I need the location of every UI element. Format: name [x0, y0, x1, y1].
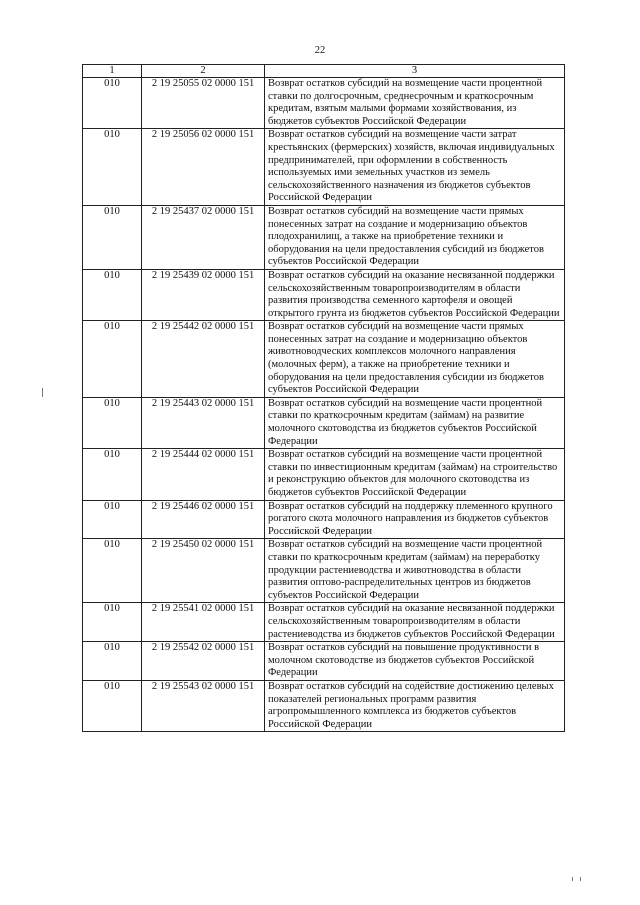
- scan-mark: [580, 877, 581, 881]
- budget-code-cell: 2 19 25442 02 0000 151: [142, 321, 265, 398]
- budget-code-cell: 2 19 25443 02 0000 151: [142, 397, 265, 448]
- admin-code-cell: 010: [83, 321, 142, 398]
- admin-code-cell: 010: [83, 500, 142, 539]
- admin-code-cell: 010: [83, 205, 142, 269]
- budget-code-cell: 2 19 25056 02 0000 151: [142, 129, 265, 206]
- description-cell: Возврат остатков субсидий на оказание несвязанной поддержки сельскохозяйственным товаропроизводителям в области развития производства семенного картофеля и овощей открытого грунта из бюджетов субъектов Российской Федерации: [265, 269, 565, 320]
- admin-code-cell: 010: [83, 603, 142, 642]
- budget-code-cell: 2 19 25446 02 0000 151: [142, 500, 265, 539]
- description-cell: Возврат остатков субсидий на содействие достижению целевых показателей региональных программ развития агропромышленного комплекса из бюджетов субъектов Российской Федерации: [265, 680, 565, 731]
- table-body: [83, 78, 565, 732]
- table-row: [83, 603, 565, 642]
- table-row: [83, 269, 565, 320]
- budget-code-cell: 2 19 25450 02 0000 151: [142, 539, 265, 603]
- table-row: [83, 539, 565, 603]
- table-row: [83, 449, 565, 500]
- description-cell: Возврат остатков субсидий на повышение продуктивности в молочном скотоводстве из бюджетов субъектов Российской Федерации: [265, 642, 565, 681]
- budget-code-cell: 2 19 25439 02 0000 151: [142, 269, 265, 320]
- budget-code-cell: 2 19 25542 02 0000 151: [142, 642, 265, 681]
- column-header-1: 1: [83, 65, 142, 78]
- description-cell: Возврат остатков субсидий на оказание несвязанной поддержки сельскохозяйственным товаропроизводителям в области растениеводства из бюджетов субъектов Российской Федерации: [265, 603, 565, 642]
- scan-mark: [42, 388, 43, 397]
- description-cell: Возврат остатков субсидий на возмещение части процентной ставки по краткосрочным кредитам (займам) на развитие молочного скотоводства из бюджетов субъектов Российской Федерации: [265, 397, 565, 448]
- description-cell: Возврат остатков субсидий на возмещение части процентной ставки по долгосрочным, среднесрочным и краткосрочным кредитам, взятым малыми формами хозяйствования, из бюджетов субъектов Российской Федерации: [265, 78, 565, 129]
- table-header-row: [83, 65, 565, 78]
- budget-code-cell: 2 19 25055 02 0000 151: [142, 78, 265, 129]
- budget-code-cell: 2 19 25543 02 0000 151: [142, 680, 265, 731]
- admin-code-cell: 010: [83, 397, 142, 448]
- description-cell: Возврат остатков субсидий на возмещение части процентной ставки по инвестиционным кредитам (займам) на строительство и реконструкцию объектов для молочного скотоводства из бюджетов субъектов Российской Федерации: [265, 449, 565, 500]
- budget-code-cell: 2 19 25437 02 0000 151: [142, 205, 265, 269]
- admin-code-cell: 010: [83, 269, 142, 320]
- column-header-2: 2: [142, 65, 265, 78]
- admin-code-cell: 010: [83, 78, 142, 129]
- page-number: 22: [314, 45, 326, 56]
- table-row: [83, 321, 565, 398]
- table-row: [83, 397, 565, 448]
- scan-mark: [572, 877, 573, 881]
- budget-code-cell: 2 19 25541 02 0000 151: [142, 603, 265, 642]
- budget-code-cell: 2 19 25444 02 0000 151: [142, 449, 265, 500]
- budget-codes-table: [82, 64, 565, 732]
- description-cell: Возврат остатков субсидий на поддержку племенного крупного рогатого скота молочного направления из бюджетов субъектов Российской Федерации: [265, 500, 565, 539]
- column-header-3: 3: [265, 65, 565, 78]
- table-row: [83, 205, 565, 269]
- table-row: [83, 680, 565, 731]
- table-row: [83, 642, 565, 681]
- description-cell: Возврат остатков субсидий на возмещение части затрат крестьянских (фермерских) хозяйств, включая индивидуальных предпринимателей, при оформлении в собственность используемых ими земельных участков из земель сельскохозяйственного назначения из бюджетов субъектов Российской Федерации: [265, 129, 565, 206]
- admin-code-cell: 010: [83, 449, 142, 500]
- description-cell: Возврат остатков субсидий на возмещение части процентной ставки по краткосрочным кредитам (займам) на переработку продукции растениеводства и животноводства в области развития оптово-распределительных центров из бюджетов субъектов Российской Федерации: [265, 539, 565, 603]
- admin-code-cell: 010: [83, 642, 142, 681]
- admin-code-cell: 010: [83, 129, 142, 206]
- table-row: [83, 78, 565, 129]
- description-cell: Возврат остатков субсидий на возмещение части прямых понесенных затрат на создание и модернизацию объектов плодохранилищ, а также на приобретение техники и оборудования на цели предоставления субсидий из бюджетов субъектов Российской Федерации: [265, 205, 565, 269]
- table-row: [83, 500, 565, 539]
- admin-code-cell: 010: [83, 680, 142, 731]
- admin-code-cell: 010: [83, 539, 142, 603]
- table-row: [83, 129, 565, 206]
- description-cell: Возврат остатков субсидий на возмещение части прямых понесенных затрат на создание и модернизацию объектов животноводческих комплексов молочного направления (молочных ферм), а также на приобретение техники и оборудования на цели предоставления субсидии из бюджетов субъектов Российской Федерации: [265, 321, 565, 398]
